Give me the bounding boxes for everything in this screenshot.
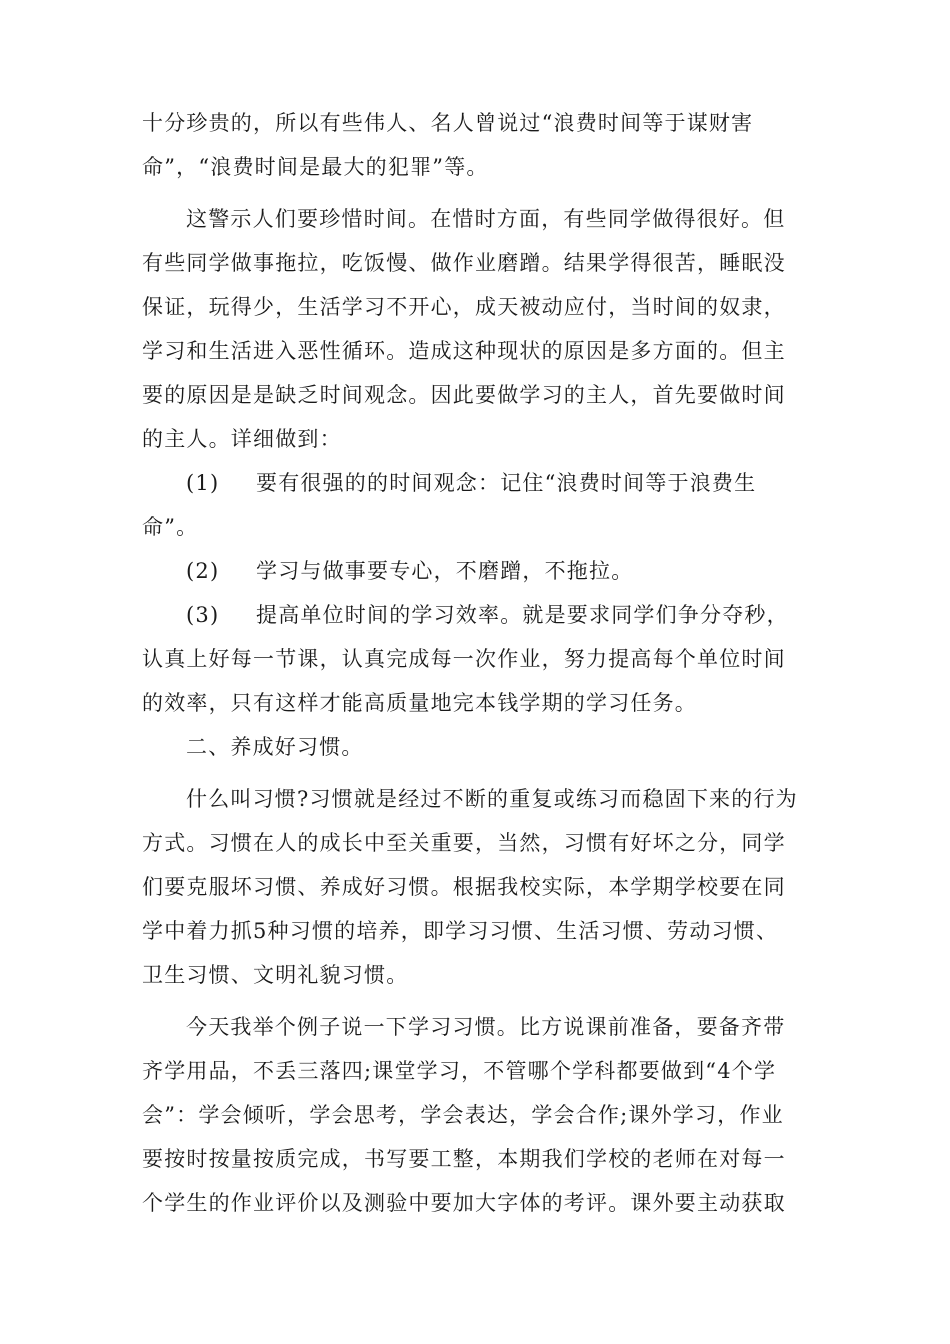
text-line: 命”，“浪费时间是最大的犯罪”等。 <box>142 155 489 179</box>
list-item <box>142 461 802 505</box>
text-line: 个学生的作业评价以及测验中要加大字体的考评。课外要主动获取 <box>142 1191 786 1215</box>
text-line: 齐学用品，不丢三落四;课堂学习，不管哪个学科都要做到“4个学 <box>142 1059 777 1083</box>
text-line: 要的原因是是缺乏时间观念。因此要做学习的主人，首先要做时间 <box>142 383 786 407</box>
text-line: 十分珍贵的，所以有些伟人、名人曾说过“浪费时间等于谋财害 <box>142 111 754 135</box>
paragraph-start: 什么叫习惯?习惯就是经过不断的重复或练习而稳固下来的行为 <box>186 787 798 811</box>
text-line: 要按时按量按质完成，书写要工整，本期我们学校的老师在对每一 <box>142 1147 786 1171</box>
text-line: 学中着力抓5种习惯的培养，即学习习惯、生活习惯、劳动习惯、 <box>142 919 779 943</box>
text-line: 保证，玩得少，生活学习不开心，成天被动应付，当时间的奴隶， <box>142 295 786 319</box>
list-item-text: 学习与做事要专心，不磨蹭，不拖拉。 <box>256 559 634 583</box>
list-number: (3) <box>186 603 220 627</box>
list-item <box>142 549 802 593</box>
list-item-text: 要有很强的的时间观念：记住“浪费时间等于浪费生 <box>256 471 757 495</box>
document-page <box>142 101 802 1225</box>
text-line: 命”。 <box>142 515 199 539</box>
text-line: 方式。习惯在人的成长中至关重要，当然，习惯有好坏之分，同学 <box>142 831 786 855</box>
text-line: 会”：学会倾听，学会思考，学会表达，学会合作;课外学习，作业 <box>142 1103 784 1127</box>
list-number: (1) <box>186 471 220 495</box>
text-line: 们要克服坏习惯、养成好习惯。根据我校实际，本学期学校要在同 <box>142 875 786 899</box>
text-line: 认真上好每一节课，认真完成每一次作业，努力提高每个单位时间 <box>142 647 786 671</box>
paragraph-start: 这警示人们要珍惜时间。在惜时方面，有些同学做得很好。但 <box>186 207 786 231</box>
list-item-text: 提高单位时间的学习效率。就是要求同学们争分夺秒， <box>256 603 789 627</box>
section-heading: 二、养成好习惯。 <box>186 735 364 759</box>
text-line: 的效率，只有这样才能高质量地完本钱学期的学习任务。 <box>142 691 697 715</box>
text-line: 有些同学做事拖拉，吃饭慢、做作业磨蹭。结果学得很苦，睡眠没 <box>142 251 786 275</box>
list-item <box>142 593 802 637</box>
text-line: 的主人。详细做到： <box>142 427 342 451</box>
list-number: (2) <box>186 559 220 583</box>
text-line: 卫生习惯、文明礼貌习惯。 <box>142 963 409 987</box>
text-line: 学习和生活进入恶性循环。造成这种现状的原因是多方面的。但主 <box>142 339 786 363</box>
paragraph-start: 今天我举个例子说一下学习习惯。比方说课前准备，要备齐带 <box>186 1015 786 1039</box>
